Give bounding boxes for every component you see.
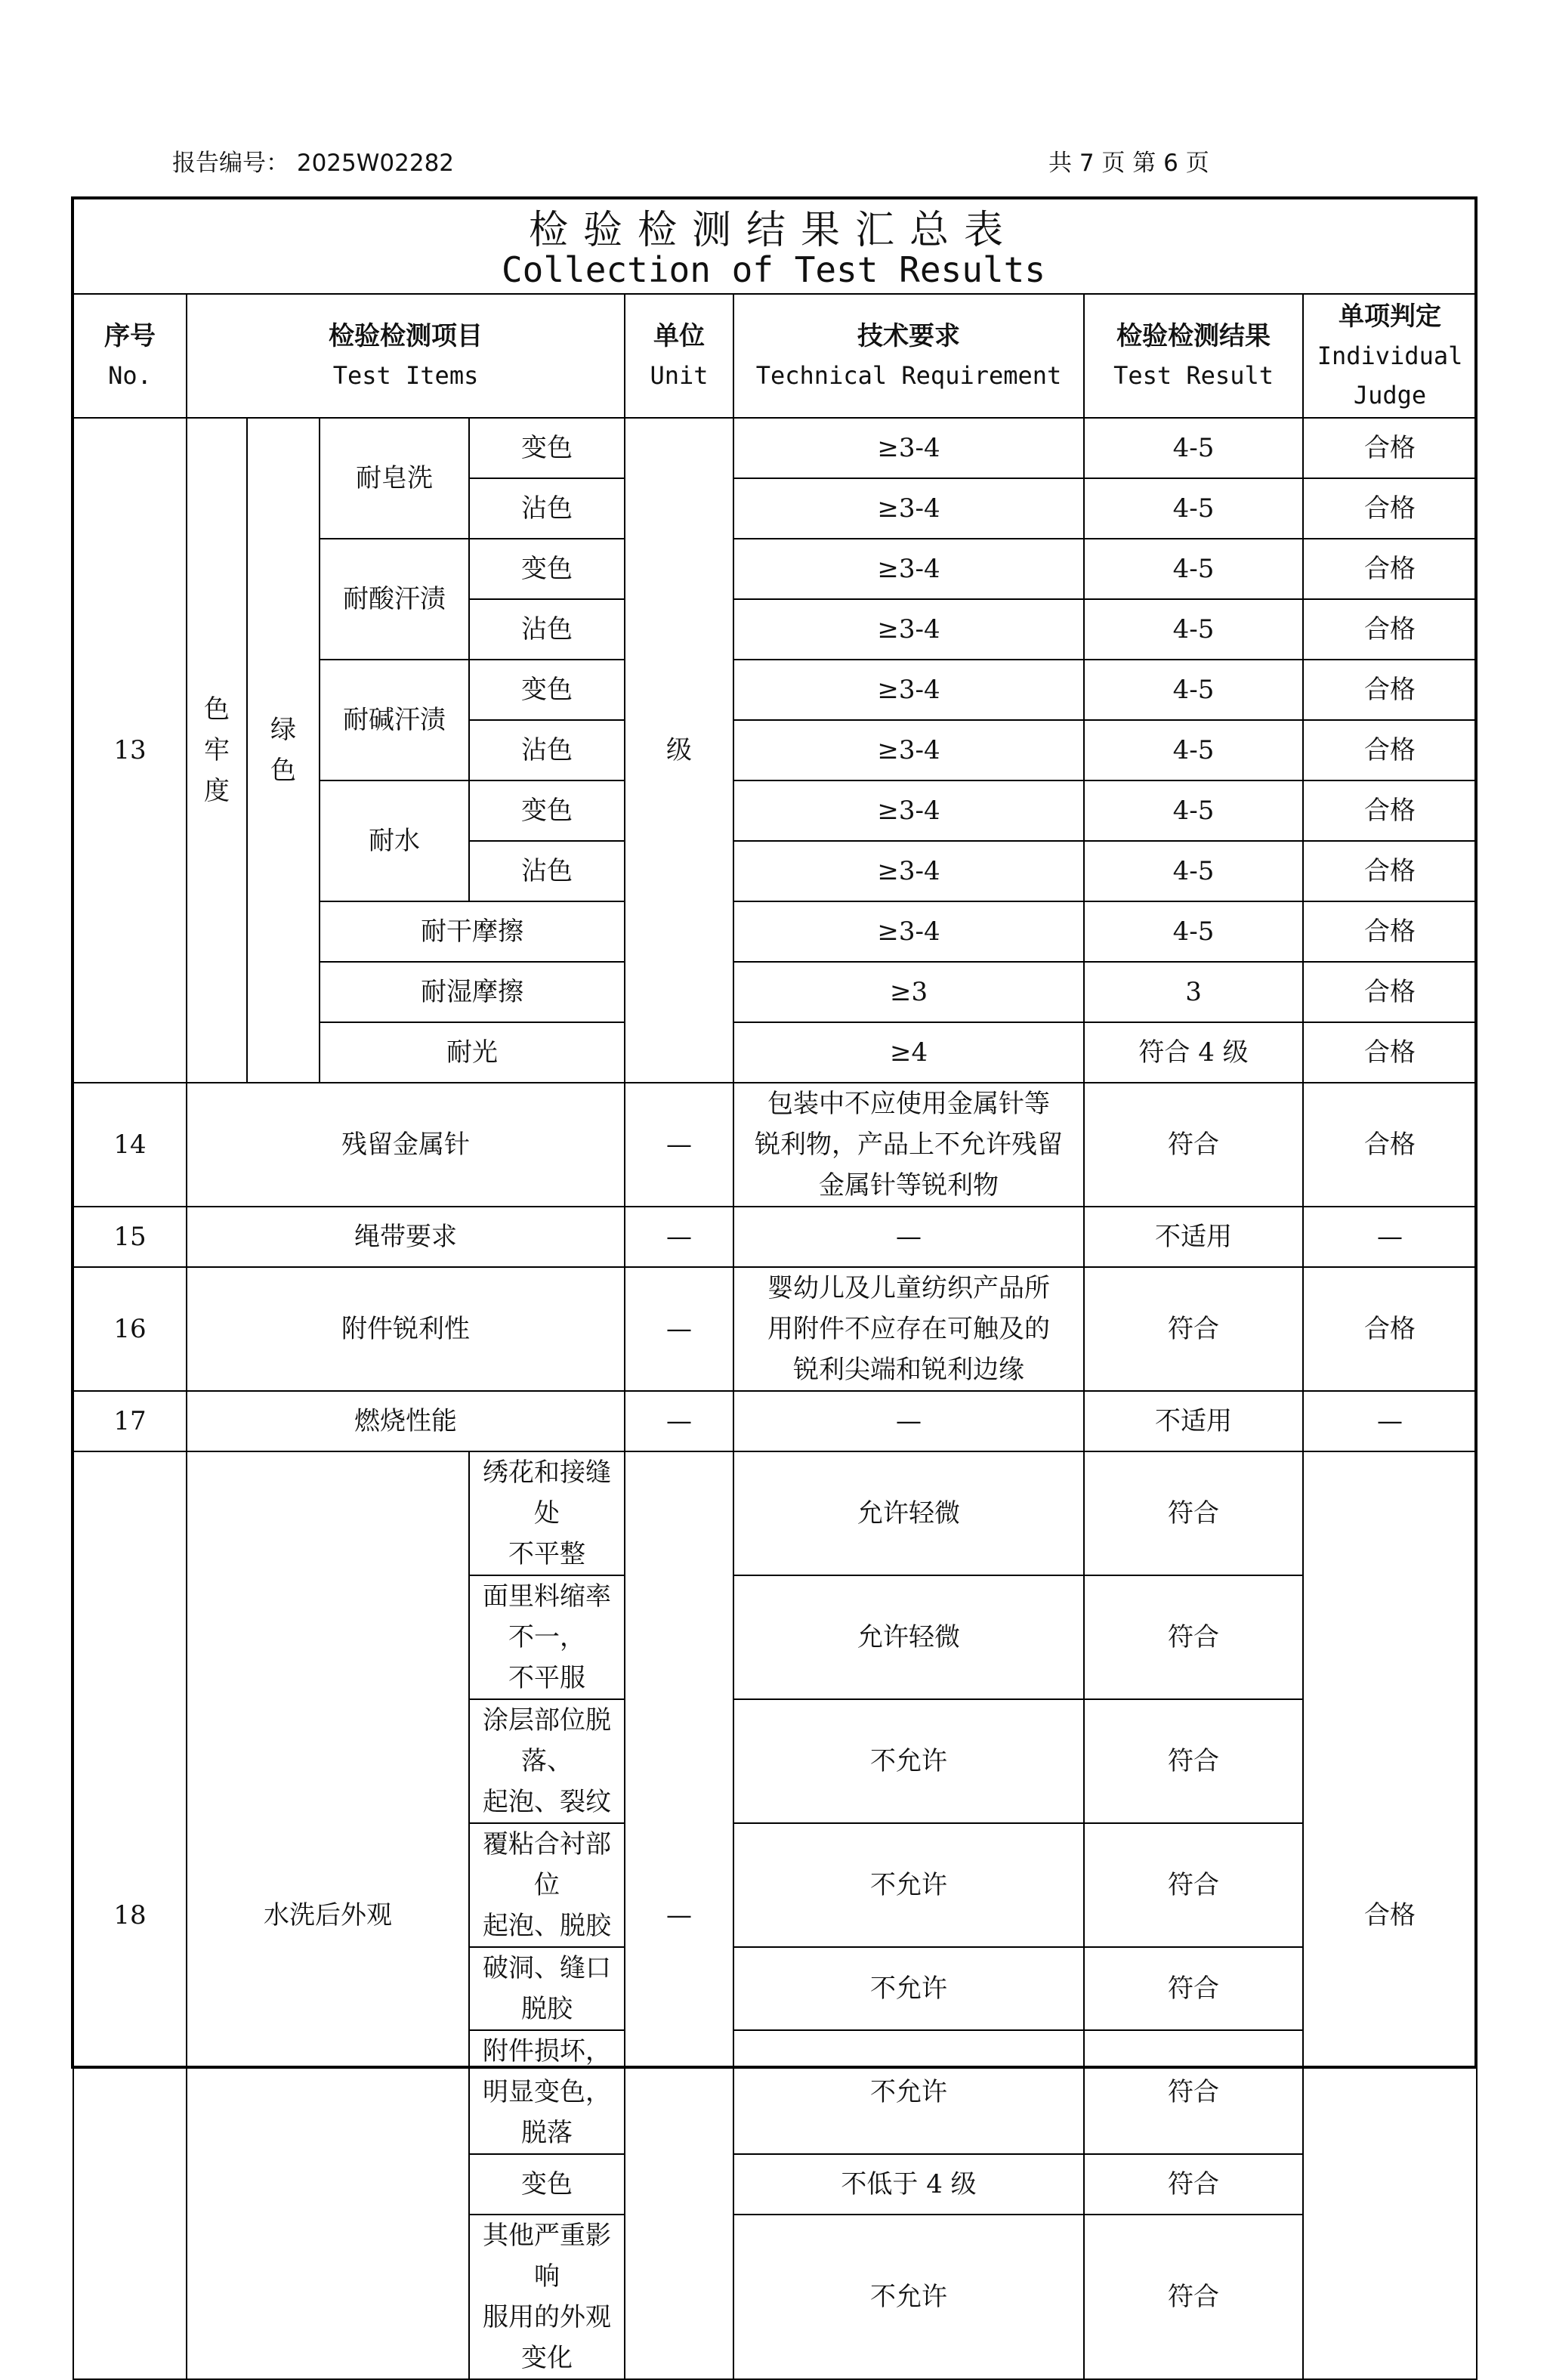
row17-result: 不适用 [1084, 1391, 1303, 1451]
requirement: ≥3-4 [733, 478, 1084, 539]
table-row [73, 1083, 1477, 1207]
col-requirement: 技术要求 Technical Requirement [733, 294, 1084, 418]
row18-sub: 其他严重影响 服用的外观变化 [469, 2215, 625, 2379]
result: 符合 [1084, 1699, 1303, 1823]
test-sub: 沾色 [469, 841, 625, 901]
requirement: ≥3-4 [733, 599, 1084, 660]
row18-sub: 涂层部位脱落、 起泡、裂纹 [469, 1699, 625, 1823]
col-no: 序号 No. [73, 294, 187, 418]
judge: 合格 [1303, 1022, 1477, 1083]
row16-item: 附件锐利性 [187, 1267, 625, 1391]
result: 4-5 [1084, 660, 1303, 720]
result: 4-5 [1084, 478, 1303, 539]
row15-item: 绳带要求 [187, 1207, 625, 1267]
title-chinese: 检验检测结果汇总表 [528, 208, 1018, 253]
result: 3 [1084, 962, 1303, 1022]
result: 4-5 [1084, 841, 1303, 901]
result: 符合 [1084, 2215, 1303, 2379]
header-row [73, 294, 1477, 418]
row16-result: 符合 [1084, 1267, 1303, 1391]
row14-item: 残留金属针 [187, 1083, 625, 1207]
requirement: 不允许 [733, 1947, 1084, 2030]
requirement: 不允许 [733, 2215, 1084, 2379]
row16-unit: — [625, 1267, 733, 1391]
requirement: 不允许 [733, 1823, 1084, 1947]
result: 符合 [1084, 1575, 1303, 1699]
judge: 合格 [1303, 478, 1477, 539]
table-row [73, 1267, 1477, 1391]
result: 符合 [1084, 1947, 1303, 2030]
test-sub: 沾色 [469, 720, 625, 780]
col-judge: 单项判定 Individual Judge [1303, 294, 1477, 418]
row18-item: 水洗后外观 [187, 1451, 469, 2379]
row14-judge: 合格 [1303, 1083, 1477, 1207]
row16-judge: 合格 [1303, 1267, 1477, 1391]
judge: 合格 [1303, 720, 1477, 780]
result: 符合 [1084, 2030, 1303, 2154]
table-row [73, 1207, 1477, 1267]
row14-no: 14 [73, 1083, 187, 1207]
row16-no: 16 [73, 1267, 187, 1391]
test-sub: 变色 [469, 780, 625, 841]
row15-requirement: — [733, 1207, 1084, 1267]
judge: 合格 [1303, 901, 1477, 962]
requirement: ≥4 [733, 1022, 1084, 1083]
result: 4-5 [1084, 539, 1303, 599]
judge: 合格 [1303, 418, 1477, 478]
row17-item: 燃烧性能 [187, 1391, 625, 1451]
col-item: 检验检测项目 Test Items [187, 294, 625, 418]
result: 符合 [1084, 1451, 1303, 1575]
row18-sub: 面里料缩率不一， 不平服 [469, 1575, 625, 1699]
judge: 合格 [1303, 539, 1477, 599]
row17-unit: — [625, 1391, 733, 1451]
test-name: 耐光 [320, 1022, 625, 1083]
test-name: 耐湿摩擦 [320, 962, 625, 1022]
test-sub: 变色 [469, 418, 625, 478]
col-unit: 单位 Unit [625, 294, 733, 418]
row14-unit: — [625, 1083, 733, 1207]
test-sub: 变色 [469, 660, 625, 720]
requirement: ≥3 [733, 962, 1084, 1022]
test-name: 耐水 [320, 780, 469, 901]
result: 4-5 [1084, 720, 1303, 780]
test-sub: 沾色 [469, 478, 625, 539]
test-name: 耐干摩擦 [320, 901, 625, 962]
title-english: Collection of Test Results [501, 249, 1046, 290]
row18-no: 18 [73, 1451, 187, 2379]
row16-requirement: 婴幼儿及儿童纺织产品所 用附件不应存在可触及的 锐利尖端和锐利边缘 [733, 1267, 1084, 1391]
test-name: 耐酸汗渍 [320, 539, 469, 660]
row18-sub: 变色 [469, 2154, 625, 2215]
judge: 合格 [1303, 599, 1477, 660]
row13-color: 绿色 [247, 418, 320, 1083]
test-sub: 变色 [469, 539, 625, 599]
test-name: 耐碱汗渍 [320, 660, 469, 780]
results-table [73, 293, 1478, 2380]
row13-no: 13 [73, 418, 187, 1083]
row14-requirement: 包装中不应使用金属针等 锐利物，产品上不允许残留 金属针等锐利物 [733, 1083, 1084, 1207]
judge: 合格 [1303, 962, 1477, 1022]
row13-category: 色牢度 [187, 418, 247, 1083]
page-info: 共 7 页 第 6 页 [1048, 150, 1209, 177]
table-row [73, 1451, 1477, 1575]
row18-unit: — [625, 1451, 733, 2379]
requirement: ≥3-4 [733, 418, 1084, 478]
requirement: 不低于 4 级 [733, 2154, 1084, 2215]
requirement: ≥3-4 [733, 539, 1084, 599]
row18-sub: 破洞、缝口脱胶 [469, 1947, 625, 2030]
row17-no: 17 [73, 1391, 187, 1451]
judge: 合格 [1303, 780, 1477, 841]
table-row [73, 1391, 1477, 1451]
requirement: ≥3-4 [733, 780, 1084, 841]
judge: 合格 [1303, 660, 1477, 720]
col-result: 检验检测结果 Test Result [1084, 294, 1303, 418]
row18-judge: 合格 [1303, 1451, 1477, 2379]
row17-judge: — [1303, 1391, 1477, 1451]
requirement: 允许轻微 [733, 1451, 1084, 1575]
row15-unit: — [625, 1207, 733, 1267]
requirement: 不允许 [733, 1699, 1084, 1823]
row17-requirement: — [733, 1391, 1084, 1451]
result: 4-5 [1084, 418, 1303, 478]
row18-sub: 附件损坏， 明显变色，脱落 [469, 2030, 625, 2154]
row15-judge: — [1303, 1207, 1477, 1267]
result: 4-5 [1084, 901, 1303, 962]
report-number: 报告编号： 2025W02282 [172, 150, 455, 177]
requirement: 不允许 [733, 2030, 1084, 2154]
row15-no: 15 [73, 1207, 187, 1267]
result: 符合 [1084, 2154, 1303, 2215]
requirement: ≥3-4 [733, 720, 1084, 780]
result: 4-5 [1084, 599, 1303, 660]
requirement: ≥3-4 [733, 901, 1084, 962]
row18-sub: 覆粘合衬部位 起泡、脱胶 [469, 1823, 625, 1947]
row15-result: 不适用 [1084, 1207, 1303, 1267]
requirement: ≥3-4 [733, 841, 1084, 901]
result: 4-5 [1084, 780, 1303, 841]
requirement: 允许轻微 [733, 1575, 1084, 1699]
row18-sub: 绣花和接缝处 不平整 [469, 1451, 625, 1575]
requirement: ≥3-4 [733, 660, 1084, 720]
test-name: 耐皂洗 [320, 418, 469, 539]
result: 符合 4 级 [1084, 1022, 1303, 1083]
judge: 合格 [1303, 841, 1477, 901]
row13-unit: 级 [625, 418, 733, 1083]
table-row [73, 418, 1477, 478]
row14-result: 符合 [1084, 1083, 1303, 1207]
result: 符合 [1084, 1823, 1303, 1947]
test-sub: 沾色 [469, 599, 625, 660]
